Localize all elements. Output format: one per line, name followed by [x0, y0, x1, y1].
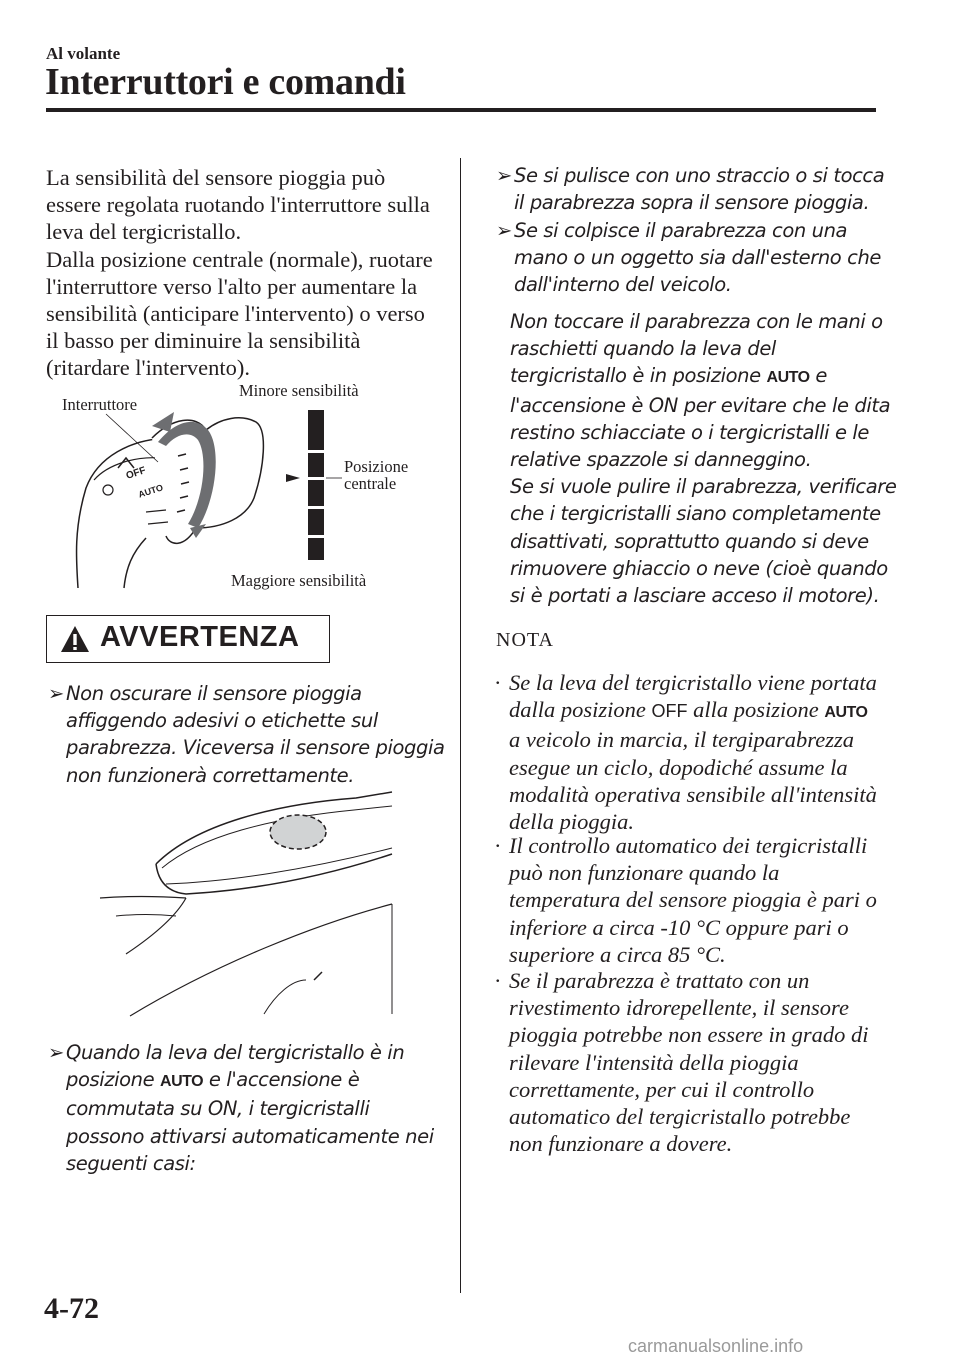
para-line: rimuovere ghiaccio o neve (cioè quando [510, 556, 888, 580]
para-line: raschietti quando la leva del [510, 337, 776, 361]
nota-line: rilevare l'intensità della pioggia [509, 1049, 799, 1075]
bullet-line: Se si pulisce con uno straccio o si tocca [514, 164, 885, 187]
nota-line: modalità operativa sensibile all'intensità [509, 781, 877, 807]
nota-line: può non funzionare quando la [509, 860, 780, 886]
text-span: alla posizione [693, 697, 819, 723]
para-line: relative spazzole si danneggino. [510, 448, 812, 472]
para-line: l'accensione è ON per evitare che le dita [510, 393, 891, 417]
auto-symbol: AUTO [766, 369, 810, 387]
para-line: disattivati, soprattutto quando si deve [510, 529, 869, 553]
warning-bullet [48, 1039, 448, 1177]
warning-bullet [496, 217, 896, 299]
windshield-illustration [96, 784, 406, 1024]
intro-line: essere regolata ruotando l'interruttore sulla [46, 192, 430, 218]
auto-symbol: AUTO [160, 1073, 204, 1091]
page-title: Interruttori e comandi [45, 61, 406, 103]
bullet-line [66, 1066, 448, 1095]
intro-line: il basso per diminuire la sensibilità [46, 328, 361, 354]
arrow-bullet-icon: ➢ [496, 219, 512, 242]
lever-off-mark: OFF [124, 465, 148, 482]
section-label: Al volante [46, 44, 121, 63]
nota-line: Se la leva del tergicristallo viene portata [509, 670, 877, 695]
label-center-2: centrale [344, 474, 397, 493]
warning-bullet [496, 162, 896, 216]
bullet-line: Non oscurare il sensore pioggia [66, 682, 362, 705]
bullet-line: Se si colpisce il parabrezza con una [514, 219, 848, 242]
para-line: che i tergicristalli siano completamente [510, 502, 881, 526]
label-center-1: Posizione [344, 457, 409, 476]
bullet-line: parabrezza. Viceversa il sensore pioggia [66, 736, 445, 760]
para-line: Se si vuole pulire il parabrezza, verificare [510, 475, 897, 499]
title-rule [46, 108, 876, 112]
nota-line [509, 696, 889, 726]
para-line [510, 362, 910, 391]
label-less-sensitivity: Minore sensibilità [239, 381, 359, 400]
arrow-bullet-icon: ➢ [48, 1041, 64, 1064]
nota-line: esegue un ciclo, dopodiché assume la [509, 754, 848, 780]
nota-line: inferiore a circa -10 °C oppure pari o [509, 914, 849, 940]
label-more-sensitivity: Maggiore sensibilità [231, 571, 367, 590]
text-span: posizione [66, 1068, 155, 1092]
para-line: restino schiacciate o i tergicristalli e le [510, 420, 869, 444]
arrow-bullet-icon: ➢ [496, 164, 512, 187]
lever-auto-mark: AUTO [137, 482, 165, 500]
page-number: 4-72 [44, 1292, 99, 1325]
bullet-line: mano o un oggetto sia dall'esterno che [514, 246, 882, 270]
dot-bullet-icon: · [494, 833, 502, 858]
nota-line: pioggia potrebbe non essere in grado di [509, 1022, 869, 1048]
bullet-line: Quando la leva del tergicristallo è in [66, 1041, 405, 1064]
off-symbol: OFF [651, 701, 688, 722]
bullet-line: possono attivarsi automaticamente nei [66, 1124, 434, 1148]
text-span: e [815, 364, 828, 388]
label-switch: Interruttore [62, 395, 138, 414]
para-line: si è portati a lasciare acceso il motore). [510, 584, 880, 608]
nota-line: rivestimento idrorepellente, il sensore [509, 995, 849, 1021]
dot-bullet-icon: · [494, 670, 502, 695]
bullet-line: seguenti casi: [66, 1151, 196, 1175]
nota-line: correttamente, per cui il controllo [509, 1076, 815, 1102]
intro-line: leva del tergicristallo. [46, 219, 242, 245]
intro-paragraph [46, 164, 446, 382]
text-span: tergicristallo è in posizione [510, 364, 761, 388]
warning-paragraph [510, 308, 910, 609]
intro-line: La sensibilità del sensore pioggia può [46, 165, 386, 190]
nota-line: Il controllo automatico dei tergicristalli [509, 833, 868, 858]
nota-line: Se il parabrezza è trattato con un [509, 968, 810, 993]
nota-line: della pioggia. [509, 809, 634, 835]
intro-line: Dalla posizione centrale (normale), ruotare [46, 246, 433, 272]
bullet-line: non funzionerà correttamente. [66, 763, 355, 787]
intro-line: sensibilità (anticipare l'intervento) o verso [46, 301, 425, 327]
warning-bullet [48, 680, 448, 789]
bullet-line: il parabrezza sopra il sensore pioggia. [514, 191, 870, 215]
dot-bullet-icon: · [494, 968, 502, 993]
column-divider [460, 158, 461, 1293]
nota-line: non funzionare a dovere. [509, 1131, 733, 1157]
auto-symbol: AUTO [824, 704, 868, 722]
text-span: dalla posizione [509, 697, 646, 723]
intro-line: (ritardare l'intervento). [46, 355, 250, 381]
arrow-bullet-icon: ➢ [48, 682, 64, 705]
text-span: e l'accensione è [208, 1068, 360, 1092]
bullet-line: commutata su ON, i tergicristalli [66, 1097, 370, 1121]
nota-line: superiore a circa 85 °C. [509, 941, 726, 967]
bullet-line: dall'interno del veicolo. [514, 273, 732, 297]
nota-line: temperatura del sensore pioggia è pari o [509, 887, 877, 913]
watermark: carmanualsonline.info [628, 1336, 804, 1356]
para-line: Non toccare il parabrezza con le mani o [510, 310, 883, 333]
warning-title: AVVERTENZA [100, 621, 300, 653]
intro-line: l'interruttore verso l'alto per aumentare la [46, 273, 418, 299]
lever-figure [46, 378, 446, 598]
nota-heading: NOTA [496, 629, 554, 651]
bullet-line: affiggendo adesivi o etichette sul [66, 709, 378, 733]
nota-line: a veicolo in marcia, il tergiparabrezza [509, 727, 854, 753]
nota-line: automatico del tergicristallo potrebbe [509, 1104, 851, 1130]
warning-icon [60, 625, 90, 653]
